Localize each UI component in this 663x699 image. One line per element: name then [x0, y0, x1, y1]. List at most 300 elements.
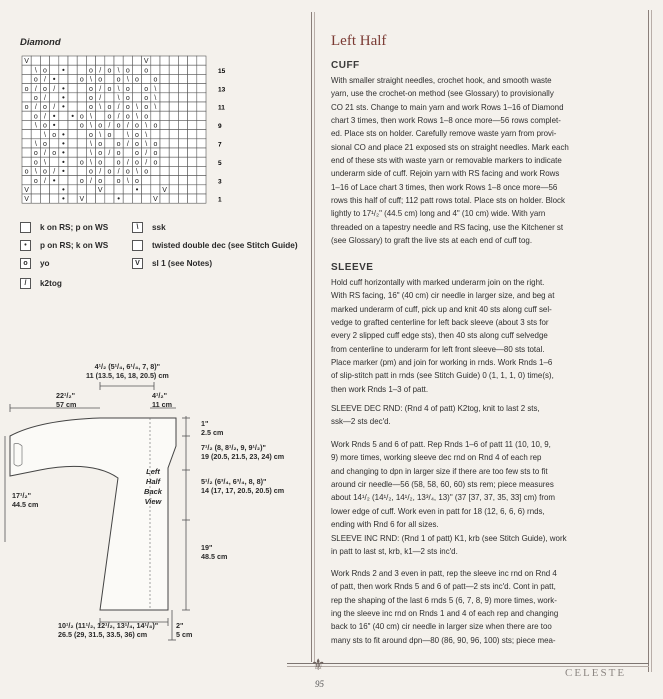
chart-cell [169, 130, 178, 139]
chart-cell [197, 130, 206, 139]
dot-box-icon: • [20, 240, 31, 251]
chart-symbol: / [34, 85, 37, 93]
chart-symbol: • [61, 93, 65, 102]
chart-symbol: \ [90, 141, 92, 148]
chart-symbol: \ [99, 104, 102, 112]
chart-symbol: o [144, 85, 149, 93]
chart-symbol: o [98, 159, 103, 167]
chart-cell [178, 130, 187, 139]
chart-cell [22, 148, 31, 157]
chart-cell [151, 185, 160, 194]
chart-symbol: • [61, 157, 65, 167]
chart-cell [77, 84, 86, 93]
chart-symbol: / [44, 177, 46, 185]
chart-symbol: \ [117, 67, 120, 75]
chart-cell [160, 139, 169, 148]
chart-symbol: \ [154, 95, 157, 102]
chart-cell [105, 194, 114, 203]
chart-cell [31, 194, 40, 203]
chart-cell [188, 65, 197, 74]
chart-symbol: o [116, 141, 121, 148]
chart-row-number: 7 [218, 141, 222, 149]
chart-cell [142, 185, 151, 194]
chart-symbol: \ [44, 131, 46, 139]
chart-cell [188, 176, 197, 185]
chart-symbol: • [52, 120, 56, 130]
chart-symbol: o [135, 122, 139, 130]
chart-symbol: o [135, 131, 139, 139]
chart-cell [142, 176, 151, 185]
chart-symbol: • [71, 111, 75, 121]
chart-cell [169, 157, 178, 166]
chart-cell [197, 111, 206, 120]
chart-cell [68, 157, 77, 166]
chart-cell [22, 111, 31, 120]
chart-cell [105, 56, 114, 65]
chart-cell [160, 74, 169, 83]
chart-symbol: o [52, 150, 57, 158]
cuff-heading: CUFF [331, 60, 360, 71]
chart-cell [77, 185, 86, 194]
top-width-label: 4¹/₂ (5¹/₄, 6¹/₄, 7, 8)" 11 (13.5, 16, 18, 20.5) cm [86, 362, 169, 380]
chart-symbol: \ [145, 141, 148, 148]
chart-cell [77, 148, 86, 157]
chart-symbol: o [107, 85, 112, 93]
chart-symbol: o [144, 67, 149, 75]
chart-cell [197, 93, 206, 102]
chart-symbol: o [43, 67, 47, 75]
chart-cell [188, 148, 197, 157]
chart-row-number: 3 [218, 178, 222, 186]
key-label: k on RS; p on WS [40, 223, 109, 232]
chart-cell [105, 139, 114, 148]
chart-symbol: / [99, 168, 102, 176]
chart-cell [77, 65, 86, 74]
twisted-dec-box-icon [132, 240, 143, 251]
chart-symbol: • [52, 74, 56, 84]
text-line: lightly to 17¹/₂" (44.5 cm) long and 4" (10 cm) wide. With yarn [331, 209, 546, 219]
chart-symbol: • [117, 194, 121, 204]
chart-cell [188, 102, 197, 111]
chart-symbol: o [135, 76, 139, 84]
chart-cell [160, 148, 169, 157]
chart-symbol: o [107, 67, 112, 75]
chart-cell [178, 102, 187, 111]
chart-cell [132, 93, 141, 102]
key-label: twisted double dec (see Stitch Guide) [152, 241, 298, 250]
text-line: about 14¹/₂ (14¹/₂, 14¹/₂, 13³/₄, 13)" (37 [37, 37, 35, 33] cm) from [331, 493, 555, 503]
chart-symbol: / [53, 104, 56, 112]
chart-cell [169, 120, 178, 129]
section-heading: Left Half [331, 33, 387, 49]
chart-symbol: / [126, 141, 129, 148]
chart-cell [178, 139, 187, 148]
chart-cell [86, 185, 95, 194]
slip-box-icon: V [132, 258, 143, 269]
chart-symbol: V [24, 58, 29, 66]
chart-symbol: o [135, 159, 139, 167]
chart-cell [22, 176, 31, 185]
chart-cell [22, 120, 31, 129]
key-item [20, 240, 108, 251]
chart-symbol: / [34, 104, 37, 112]
yo-box-icon: o [20, 258, 31, 269]
chart-symbol: / [126, 159, 129, 167]
chart-symbol: • [61, 139, 65, 148]
chart-symbol: o [24, 85, 29, 93]
chart-symbol: \ [154, 104, 157, 112]
chart-symbol: • [61, 166, 65, 176]
chart-symbol: o [144, 113, 149, 121]
dim-2-label: 7¹/₂ (8, 8¹/₂, 9, 9¹/₂)" 19 (20.5, 21.5, 23, 24) cm [201, 443, 285, 461]
chart-symbol: • [61, 83, 65, 93]
chart-cell [169, 93, 178, 102]
chart-symbol: o [125, 95, 130, 102]
chart-symbol: \ [34, 168, 37, 176]
chart-symbol: • [61, 148, 65, 158]
chart-cell [68, 65, 77, 74]
chart-symbol: \ [145, 122, 148, 130]
chart-symbol: o [153, 150, 158, 158]
chart-cell [105, 74, 114, 83]
chart-cell [160, 93, 169, 102]
chart-row-number: 15 [218, 67, 226, 75]
chart-cell [160, 120, 169, 129]
chart-cell [178, 111, 187, 120]
text-line: (see Glossary) to graft the live sts at each end of cuff tog. [331, 236, 533, 246]
chart-cell [188, 130, 197, 139]
chart-symbol: / [117, 113, 120, 121]
text-line: in patt to last st, krb, k1—2 sts inc'd. [331, 547, 458, 557]
chart-cell [197, 139, 206, 148]
chart-symbol: / [99, 85, 102, 93]
chart-cell [151, 65, 160, 74]
sleeve-dec-paragraph [331, 402, 635, 429]
work-rnds-paragraph [331, 438, 635, 531]
chart-cell [50, 56, 59, 65]
chart-symbol: • [61, 129, 65, 139]
chart-cell [178, 176, 187, 185]
chart-symbol: o [125, 168, 130, 176]
chart-symbol: V [24, 196, 29, 204]
text-line: every 2 slipped cuff edge sts), then 40 sts along cuff selvedge [331, 331, 548, 341]
chart-symbol: o [135, 150, 139, 158]
chart-cell [178, 120, 187, 129]
chart-cell [31, 130, 40, 139]
dim-4-label: 19" 48.5 cm [201, 543, 228, 561]
chart-cell [197, 56, 206, 65]
chart-cell [197, 148, 206, 157]
chart-cell [178, 185, 187, 194]
text-line: 9) more times, working sleeve dec rnd on Rnd 4 of each rep [331, 453, 542, 463]
chart-symbol: \ [126, 131, 129, 139]
chart-cell [178, 148, 187, 157]
text-line: ssk—2 sts dec'd. [331, 417, 391, 427]
chart-cell [86, 56, 95, 65]
chart-symbol: \ [126, 76, 129, 84]
chart-cell [96, 111, 105, 120]
page-number: 95 [315, 679, 324, 689]
chart-cell [114, 130, 123, 139]
chart-cell [160, 157, 169, 166]
chart-cell [151, 166, 160, 175]
chart-cell [160, 84, 169, 93]
chart-cell [151, 111, 160, 120]
running-head: CELESTE [565, 667, 627, 679]
chart-cell [169, 139, 178, 148]
chart-symbol: \ [136, 104, 138, 112]
text-line: With smaller straight needles, crochet hook, and smooth waste [331, 76, 552, 85]
key-label: ssk [152, 223, 166, 232]
text-line: Work Rnds 5 and 6 of patt. Rep Rnds 1–6 of patt 11 (10, 10, 9, [331, 440, 551, 449]
chart-cell [132, 65, 141, 74]
chart-cell [197, 84, 206, 93]
text-line: Place marker (pm) and join for working in rnds. Work Rnds 1–6 [331, 358, 553, 368]
chart-cell [160, 111, 169, 120]
text-line: and changing to dpn in larger size if there are too few sts to fit [331, 466, 548, 476]
chart-cell [178, 84, 187, 93]
text-line: SLEEVE DEC RND: (Rnd 4 of patt) K2tog, knit to last 2 sts, [331, 404, 540, 413]
chart-cell [68, 176, 77, 185]
chart-cell [31, 185, 40, 194]
chart-cell [188, 157, 197, 166]
chart-cell [169, 65, 178, 74]
chart-symbol: o [89, 95, 93, 102]
text-line: back to 16" (40 cm) cir needle in larger size when there are too [331, 622, 552, 632]
chart-symbol: \ [99, 131, 102, 139]
chart-symbol: / [99, 67, 102, 75]
chart-symbol: o [89, 104, 93, 112]
chart-cell [169, 194, 178, 203]
chart-symbol: / [117, 104, 120, 112]
text-line: With RS facing, 16" (40 cm) cir needle in larger size, and beg at [331, 291, 555, 301]
chart-cell [160, 176, 169, 185]
dim-1-label: 1" 2.5 cm [201, 419, 224, 437]
text-line: SLEEVE INC RND: (Rnd 1 of patt) K1, krb (see Stitch Guide), work [331, 534, 567, 543]
chart-symbol: / [145, 150, 148, 158]
chart-cell [197, 120, 206, 129]
text-line: Hold cuff horizontally with marked underarm join on the right. [331, 278, 545, 287]
text-line: vedge to grafted centerline for left back sleeve (about 3 sts for [331, 318, 549, 328]
chart-cell [142, 194, 151, 203]
chart-cell [178, 56, 187, 65]
chart-symbol: V [153, 196, 158, 204]
chart-cell [59, 56, 68, 65]
chart-cell [22, 139, 31, 148]
hem-label: 2" 5 cm [176, 621, 193, 639]
text-line: many sts to fit around dpn—80 (86, 90, 96, 100) sts; piece mea- [331, 635, 556, 645]
right-border [648, 10, 649, 672]
chart-symbol: / [53, 85, 56, 93]
chart-symbol: V [97, 187, 103, 194]
diamond-chart [20, 54, 260, 211]
chart-symbol: o [33, 177, 38, 185]
chart-row-number: 11 [218, 104, 225, 112]
chart-cell [197, 185, 206, 194]
chart-symbol: o [153, 122, 158, 130]
chart-cell [188, 111, 197, 120]
final-paragraph [331, 567, 635, 647]
chart-cell [50, 185, 59, 194]
chart-cell [160, 194, 169, 203]
chart-symbol: o [116, 159, 121, 167]
chart-symbol: o [144, 168, 149, 176]
chart-cell [96, 194, 105, 203]
chart-cell [40, 194, 49, 203]
chart-symbol: o [43, 141, 47, 148]
chart-symbol: o [98, 122, 103, 130]
chart-cell [77, 130, 86, 139]
text-line: rep the shaping of the last 6 rnds 5 (6, 7, 8, 9) more times, work- [331, 595, 557, 605]
chart-cell [123, 148, 132, 157]
chart-cell [188, 166, 197, 175]
text-line: CO 21 sts. Change to main yarn and work Rows 1–16 of Diamond [331, 102, 564, 112]
chart-symbol: o [33, 95, 38, 102]
chart-symbol: V [24, 187, 29, 194]
chart-cell [169, 148, 178, 157]
key-item [132, 222, 166, 233]
chart-cell [197, 157, 206, 166]
chart-cell [77, 139, 86, 148]
chart-cell [197, 166, 206, 175]
chart-cell [68, 102, 77, 111]
chart-symbol: \ [136, 168, 138, 176]
chart-symbol: o [43, 104, 47, 112]
chart-cell [169, 185, 178, 194]
chart-symbol: \ [117, 85, 120, 93]
text-line: around cir needle—56 (58, 58, 60, 60) sts rem; piece measures [331, 480, 554, 490]
chart-symbol: V [143, 58, 149, 66]
chart-cell [188, 74, 197, 83]
chart-symbol: V [79, 196, 85, 204]
text-line: then work Rnds 1–3 of patt. [331, 384, 429, 394]
chart-cell [160, 102, 169, 111]
chart-symbol: \ [90, 113, 92, 121]
chart-symbol: o [89, 131, 93, 139]
chart-cell [68, 194, 77, 203]
right-border-inner [651, 10, 652, 672]
chart-symbol: o [89, 168, 93, 176]
k2tog-box-icon: / [20, 278, 31, 289]
key-item [20, 278, 62, 289]
chart-symbol: • [61, 102, 65, 112]
chart-symbol: \ [90, 76, 92, 84]
chart-cell [169, 111, 178, 120]
key-item [132, 258, 212, 269]
chart-symbol: o [153, 159, 158, 167]
chart-symbol: o [153, 141, 158, 148]
key-label: yo [40, 259, 50, 268]
chart-cell [105, 176, 114, 185]
key-label: p on RS; k on WS [40, 241, 109, 250]
chart-cell [22, 65, 31, 74]
chart-symbol: \ [145, 131, 148, 139]
sleeve-heading: SLEEVE [331, 262, 374, 273]
chart-symbol: o [33, 159, 38, 167]
chart-symbol: \ [136, 113, 138, 121]
key-label: k2tog [40, 279, 62, 288]
text-line: from centerline to underarm for left front sleeve—80 sts total. [331, 344, 545, 354]
chart-cell [188, 93, 197, 102]
chart-symbol: o [116, 150, 121, 158]
chart-title: Diamond [20, 37, 61, 48]
chart-cell [132, 194, 141, 203]
chart-cell [178, 157, 187, 166]
chart-cell [188, 56, 197, 65]
chart-symbol: o [153, 76, 158, 84]
chart-symbol: o [24, 168, 29, 176]
chart-cell [197, 194, 206, 203]
chart-symbol: o [98, 76, 103, 84]
text-line: of slip-stitch patt in rnds (see Stitch Guide) 0 (1, 1, 1, 0) time(s), [331, 371, 554, 381]
chart-cell [22, 157, 31, 166]
chart-symbol: o [107, 113, 112, 121]
chart-cell [197, 74, 206, 83]
chart-cell [197, 102, 206, 111]
chart-symbol: V [162, 187, 167, 194]
view-label: Left Half Back View [144, 467, 162, 506]
chart-cell [123, 185, 132, 194]
chart-cell [68, 166, 77, 175]
chart-cell [31, 56, 40, 65]
chart-symbol: / [145, 159, 148, 167]
chart-cell [105, 157, 114, 166]
chart-symbol: o [24, 104, 29, 112]
chart-symbol: o [43, 85, 47, 93]
chart-symbol: / [108, 150, 111, 158]
chart-symbol: o [79, 76, 84, 84]
sleeve-inc-paragraph [331, 532, 635, 559]
bottom-width-label: 10¹/₂ (11¹/₂, 12¹/₂, 13¹/₄, 14¹/₄)" 26.5 (29, 31.5, 33.5, 36) cm [58, 621, 159, 639]
chart-cell [151, 130, 160, 139]
chart-cell [188, 120, 197, 129]
chart-symbol: / [53, 168, 56, 176]
chart-symbol: o [107, 168, 112, 176]
chart-symbol: o [144, 104, 149, 112]
chart-symbol: o [135, 141, 139, 148]
chart-symbol: \ [90, 159, 92, 167]
chart-symbol: \ [90, 150, 92, 158]
chart-symbol: o [79, 113, 84, 121]
sleeve-paragraph [331, 276, 635, 396]
chart-symbol: o [98, 177, 103, 185]
text-line: ed. Place sts on holder. Carefully remove waste yarn from provi- [331, 129, 557, 139]
dim-3-label: 5¹/₂ (6³/₄, 6³/₄, 8, 8)" 14 (17, 17, 20.5, 20.5) cm [201, 477, 285, 495]
chart-symbol: • [52, 111, 56, 121]
cuff-paragraph [331, 74, 635, 247]
chart-symbol: \ [117, 95, 120, 102]
chart-symbol: / [90, 177, 92, 185]
chart-symbol: • [61, 185, 65, 194]
chart-cell [178, 74, 187, 83]
blank-box-icon [20, 222, 31, 233]
ssk-box-icon: \ [132, 222, 143, 233]
chart-cell [22, 74, 31, 83]
chart-cell [96, 56, 105, 65]
chart-cell [160, 166, 169, 175]
chart-symbol: o [116, 122, 121, 130]
chart-cell [68, 120, 77, 129]
chart-symbol: / [99, 95, 102, 102]
chart-cell [188, 84, 197, 93]
chart-symbol: / [117, 168, 120, 176]
chart-cell [169, 102, 178, 111]
chart-cell [68, 84, 77, 93]
chart-cell [22, 93, 31, 102]
chart-row-number: 13 [218, 86, 226, 94]
chart-symbol: • [61, 65, 65, 75]
chart-cell [68, 56, 77, 65]
